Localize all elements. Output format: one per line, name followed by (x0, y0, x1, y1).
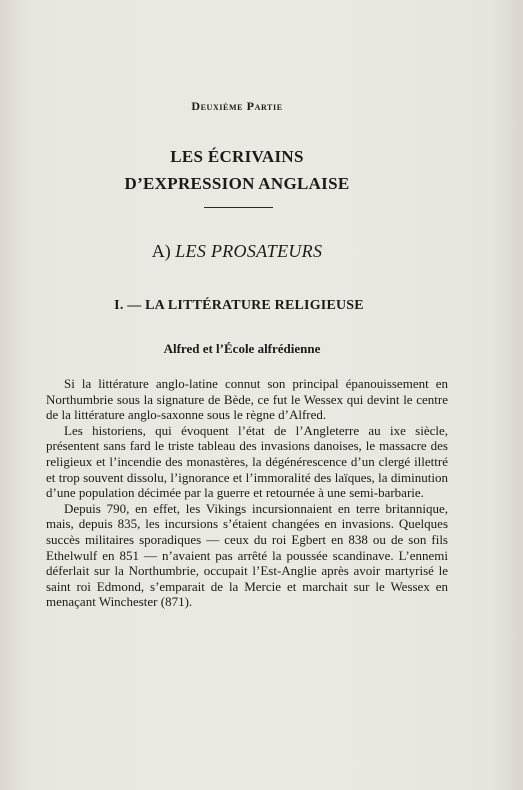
title-divider (204, 207, 273, 208)
paragraph: Depuis 790, en effet, les Vikings incursionnaient en terre britannique, mais, depuis 835, les incursions s’étaient changées en invasions. Quelques succès militaires sporadiques — ceux du roi Egbert en 838 ou de son fils Ethelwulf en 851 — n’avaient pas arrêté la poussée scandinave. L’ennemi déferlait sur la Northumbrie, occupait l’Est-Anglie après avoir martyrisé le saint roi Edmond, s’emparait de la Mercie et marchait sur le Wessex en menaçant Winchester (871). (46, 500, 448, 610)
section-title (0, 241, 474, 262)
main-title-line-2: D’EXPRESSION ANGLAISE (124, 174, 350, 193)
chapter-title: I. — LA LITTÉRATURE RELIGIEUSE (114, 298, 364, 313)
section-name: LES PROSATEURS (175, 241, 323, 261)
paragraph: Si la littérature anglo-latine connut son principal épanouissement en Northumbrie sous la signature de Bède, ce fut le Wessex qui devint le centre de la littérature anglo-saxonne sous le règne d’Alfred. (46, 376, 448, 423)
section-letter: A) (151, 241, 171, 261)
part-label: Deuxième Partie (191, 99, 283, 113)
main-title-line-1: LES ÉCRIVAINS (170, 147, 304, 166)
body-text (46, 376, 448, 610)
subheading: Alfred et l’École alfrédienne (163, 341, 321, 356)
paragraph: Les historiens, qui évoquent l’état de l’Angleterre au ixe siècle, présentent sans fard le triste tableau des invasions danoises, le massacre des religieux et l’incendie des monastères, la dégénérescence d’un clergé illettré et trop souvent dissolu, l’ignorance et l’immoralité des laïques, la diminution d’une population décimée par la guerre et retournée à une semi-barbarie. (46, 422, 448, 501)
